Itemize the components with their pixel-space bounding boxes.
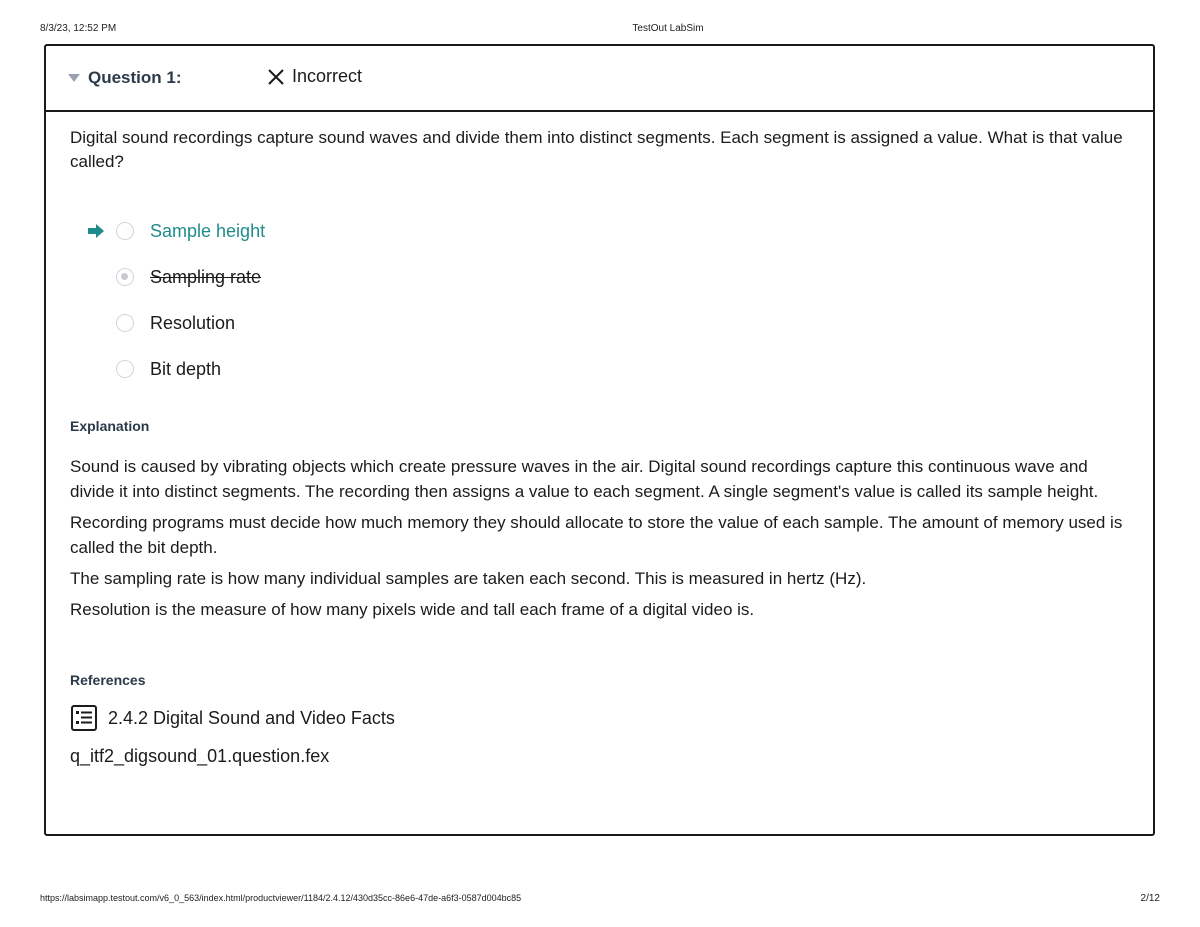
option-label: Sample height — [150, 220, 266, 241]
explanation-paragraph: Recording programs must decide how much memory they should allocate to store the value of each sample. The amount of memory used is called the bit depth. — [70, 513, 1123, 557]
question-header — [46, 46, 1153, 112]
question-filename: q_itf2_digsound_01.question.fex — [70, 746, 330, 766]
option-sampling-rate[interactable] — [70, 254, 1129, 300]
option-label: Resolution — [150, 312, 236, 333]
option-label: Bit depth — [150, 358, 222, 379]
radio-resolution[interactable] — [116, 314, 134, 332]
option-bit-depth[interactable] — [70, 346, 1129, 392]
answer-options — [70, 208, 1129, 392]
option-sample-height[interactable] — [70, 208, 1129, 254]
question-text: Digital sound recordings capture sound waves and divide them into distinct segments. Each segment is assigned a value. What is that value called? — [70, 128, 1123, 171]
explanation-paragraph: Sound is caused by vibrating objects which create pressure waves in the air. Digital sound recordings capture this continuous wave and divide it into distinct segments. The recording then assigns a value to each segment. A single segment's value is called its sample height. — [70, 457, 1099, 501]
result-status — [266, 66, 362, 87]
explanation-paragraph: Resolution is the measure of how many pixels wide and tall each frame of a digital video is. — [70, 600, 755, 619]
question-card — [44, 44, 1155, 836]
reference-link[interactable] — [70, 704, 1129, 732]
print-datetime: 8/3/23, 12:52 PM — [40, 23, 117, 34]
question-toggle[interactable] — [68, 68, 182, 88]
explanation-text — [70, 454, 1129, 622]
print-url: https://labsimapp.testout.com/v6_0_563/index.html/productviewer/1184/2.4.12/430d35cc-86e6-47de-a6f3-0587d004bc85 — [40, 893, 522, 903]
collapse-triangle-icon[interactable] — [68, 74, 80, 82]
incorrect-x-icon — [266, 67, 286, 87]
radio-bit-depth[interactable] — [116, 360, 134, 378]
references-title: References — [70, 672, 146, 688]
option-label: Sampling rate — [150, 266, 262, 287]
print-page-number: 2/12 — [1140, 893, 1160, 904]
result-label: Incorrect — [292, 66, 363, 86]
radio-sample-height[interactable] — [116, 222, 134, 240]
question-body — [46, 112, 1153, 767]
option-resolution[interactable] — [70, 300, 1129, 346]
explanation-paragraph: The sampling rate is how many individual samples are taken each second. This is measured in hertz (Hz). — [70, 569, 867, 588]
correct-answer-arrow-icon — [87, 222, 105, 240]
explanation-title: Explanation — [70, 418, 150, 434]
question-heading: Question 1: — [88, 68, 182, 87]
print-title: TestOut LabSim — [632, 23, 704, 34]
list-document-icon — [70, 704, 98, 732]
radio-sampling-rate[interactable] — [116, 268, 134, 286]
reference-label[interactable]: 2.4.2 Digital Sound and Video Facts — [108, 707, 395, 728]
